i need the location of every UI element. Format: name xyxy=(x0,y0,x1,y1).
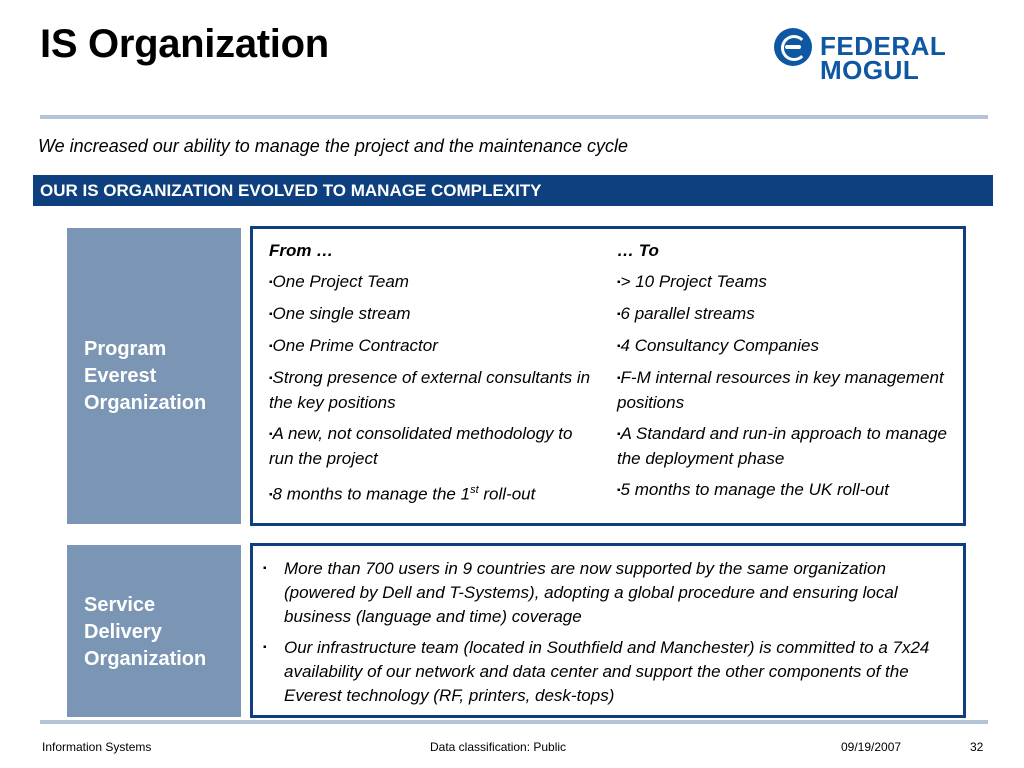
logo-word-2: MOGUL xyxy=(820,55,920,85)
to-item: ▪> 10 Project Teams xyxy=(617,272,767,291)
logo-word-1: FEDERAL xyxy=(820,31,947,61)
service-list xyxy=(263,557,953,715)
to-item: ▪5 months to manage the UK roll-out xyxy=(617,480,889,499)
bullet-icon: ▪ xyxy=(617,277,621,288)
to-column xyxy=(617,239,957,510)
program-label-box xyxy=(67,228,241,524)
bullet-icon: ▪ xyxy=(617,341,621,352)
footer-department: Information Systems xyxy=(42,740,152,754)
footer-classification: Data classification: Public xyxy=(430,740,567,754)
from-item: ▪8 months to manage the 1st roll-out xyxy=(269,484,536,504)
program-content-box xyxy=(250,226,966,526)
bullet-icon: ▪ xyxy=(269,373,273,384)
service-item: ▪ Our infrastructure team (located in Southfield and Manchester) is committed to a 7x24 availability of our network and data center and support the other components of the Everest technology (RF, printers, desk-tops) xyxy=(263,638,930,705)
to-item: ▪F-M internal resources in key management positions xyxy=(617,368,944,412)
from-item: ▪A new, not consolidated methodology to run the project xyxy=(269,424,573,468)
to-header: … To xyxy=(617,241,659,260)
federal-mogul-logo xyxy=(774,28,988,85)
footer-divider xyxy=(40,720,988,724)
section-banner: OUR IS ORGANIZATION EVOLVED TO MANAGE COMPLEXITY xyxy=(33,175,993,206)
federal-mogul-emblem-icon xyxy=(774,28,812,66)
bullet-icon: ▪ xyxy=(263,642,267,653)
bullet-icon: ▪ xyxy=(269,429,273,440)
from-item: ▪One single stream xyxy=(269,304,411,323)
service-item: ▪ More than 700 users in 9 countries are now supported by the same organization (powered by Dell and T-Systems), adopting a global procedure and ensuring local business (language and time) coverage xyxy=(263,559,898,626)
bullet-icon: ▪ xyxy=(269,277,273,288)
slide-subtitle: We increased our ability to manage the project and the maintenance cycle xyxy=(38,136,629,156)
bullet-icon: ▪ xyxy=(617,429,621,440)
service-content-box xyxy=(250,543,966,718)
to-item: ▪A Standard and run-in approach to manage the deployment phase xyxy=(617,424,947,468)
from-column xyxy=(269,239,599,515)
bullet-icon: ▪ xyxy=(269,489,273,501)
from-item: ▪One Project Team xyxy=(269,272,409,291)
bullet-icon: ▪ xyxy=(269,309,273,320)
footer-date: 09/19/2007 xyxy=(841,740,902,754)
page-number: 32 xyxy=(970,740,984,754)
bullet-icon: ▪ xyxy=(617,485,621,496)
from-item: ▪One Prime Contractor xyxy=(269,336,438,355)
header-divider xyxy=(40,115,988,119)
to-item: ▪6 parallel streams xyxy=(617,304,755,323)
bullet-icon: ▪ xyxy=(269,341,273,352)
program-label: Program Everest Organization xyxy=(84,338,207,414)
service-label-box xyxy=(67,545,241,717)
bullet-icon: ▪ xyxy=(263,563,267,574)
slide-title: IS Organization xyxy=(40,22,329,66)
from-item: ▪Strong presence of external consultants in the key positions xyxy=(269,368,591,412)
service-label: Service Delivery Organization xyxy=(84,594,207,670)
bullet-icon: ▪ xyxy=(617,373,621,384)
from-header: From … xyxy=(269,241,334,260)
bullet-icon: ▪ xyxy=(617,309,621,320)
to-item: ▪4 Consultancy Companies xyxy=(617,336,819,355)
